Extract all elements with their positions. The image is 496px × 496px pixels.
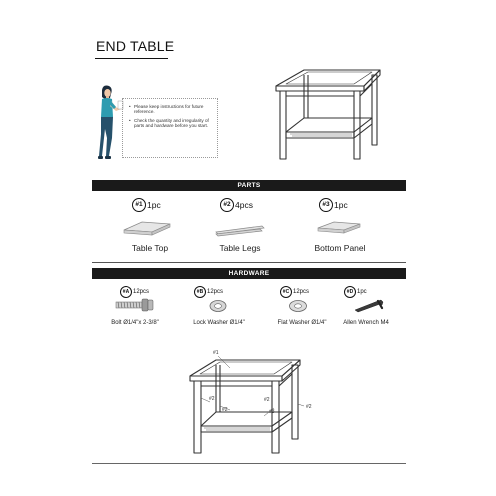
hardware-letter: #A <box>120 286 132 298</box>
part-name: Table Legs <box>219 243 261 253</box>
part-quantity: 4pcs <box>235 200 253 210</box>
hardware-name: Lock Washer Ø1/4" <box>193 320 245 326</box>
flat-washer-icon <box>288 299 308 313</box>
parts-section-header: PARTS <box>92 180 406 191</box>
table-legs-part-image <box>214 223 266 237</box>
part-number: #2 <box>220 198 234 212</box>
footer-rule <box>92 463 406 464</box>
assembled-table-preview <box>268 60 400 168</box>
hardware-name: Bolt Ø1/4"x 2-3/8" <box>111 320 159 326</box>
hardware-letter: #C <box>280 286 292 298</box>
diagram-label-leg: #2 <box>209 396 215 402</box>
notice-item: • Please keep instructions for future reference. <box>134 104 213 115</box>
instructions-notice <box>122 98 218 158</box>
part-name: Bottom Panel <box>314 243 366 253</box>
hardware-quantity: 12pcs <box>133 289 150 295</box>
hardware-quantity: 1pc <box>357 289 367 295</box>
hardware-name: Allen Wrench M4 <box>343 320 389 326</box>
allen-wrench-icon <box>352 296 386 314</box>
part-tag-3 <box>319 198 348 212</box>
table-top-part-image <box>122 220 172 238</box>
diagram-label-top: #1 <box>213 350 219 356</box>
diagram-label-leg: #2 <box>306 404 312 410</box>
hardware-name: Flat Washer Ø1/4" <box>277 320 327 326</box>
hardware-quantity: 12pcs <box>293 289 310 295</box>
bolt-icon <box>114 298 156 312</box>
hardware-section-header: HARDWARE <box>92 268 406 279</box>
hardware-letter: #B <box>194 286 206 298</box>
labeled-table-diagram <box>186 350 318 462</box>
lock-washer-icon <box>208 299 228 313</box>
hardware-tag-a <box>120 286 149 298</box>
part-number: #1 <box>132 198 146 212</box>
hardware-quantity: 12pcs <box>207 289 224 295</box>
diagram-label-leg: #2 <box>264 397 270 403</box>
notice-item: • Check the quantity and irregularity of parts and hardware before you start. <box>134 118 213 129</box>
page-title: END TABLE <box>96 38 175 54</box>
diagram-label-bottom: #3 <box>269 409 275 415</box>
bottom-panel-part-image <box>316 220 362 236</box>
section-divider <box>92 262 406 263</box>
part-number: #3 <box>319 198 333 212</box>
part-name: Table Top <box>131 243 169 253</box>
diagram-label-leg: #2 <box>222 407 228 413</box>
part-tag-1 <box>132 198 161 212</box>
part-tag-2 <box>220 198 253 212</box>
hardware-tag-b <box>194 286 223 298</box>
person-reading-illustration <box>88 84 124 162</box>
hardware-letter: #D <box>344 286 356 298</box>
title-underline <box>95 58 168 59</box>
part-quantity: 1pc <box>334 200 348 210</box>
part-quantity: 1pc <box>147 200 161 210</box>
hardware-tag-c <box>280 286 309 298</box>
